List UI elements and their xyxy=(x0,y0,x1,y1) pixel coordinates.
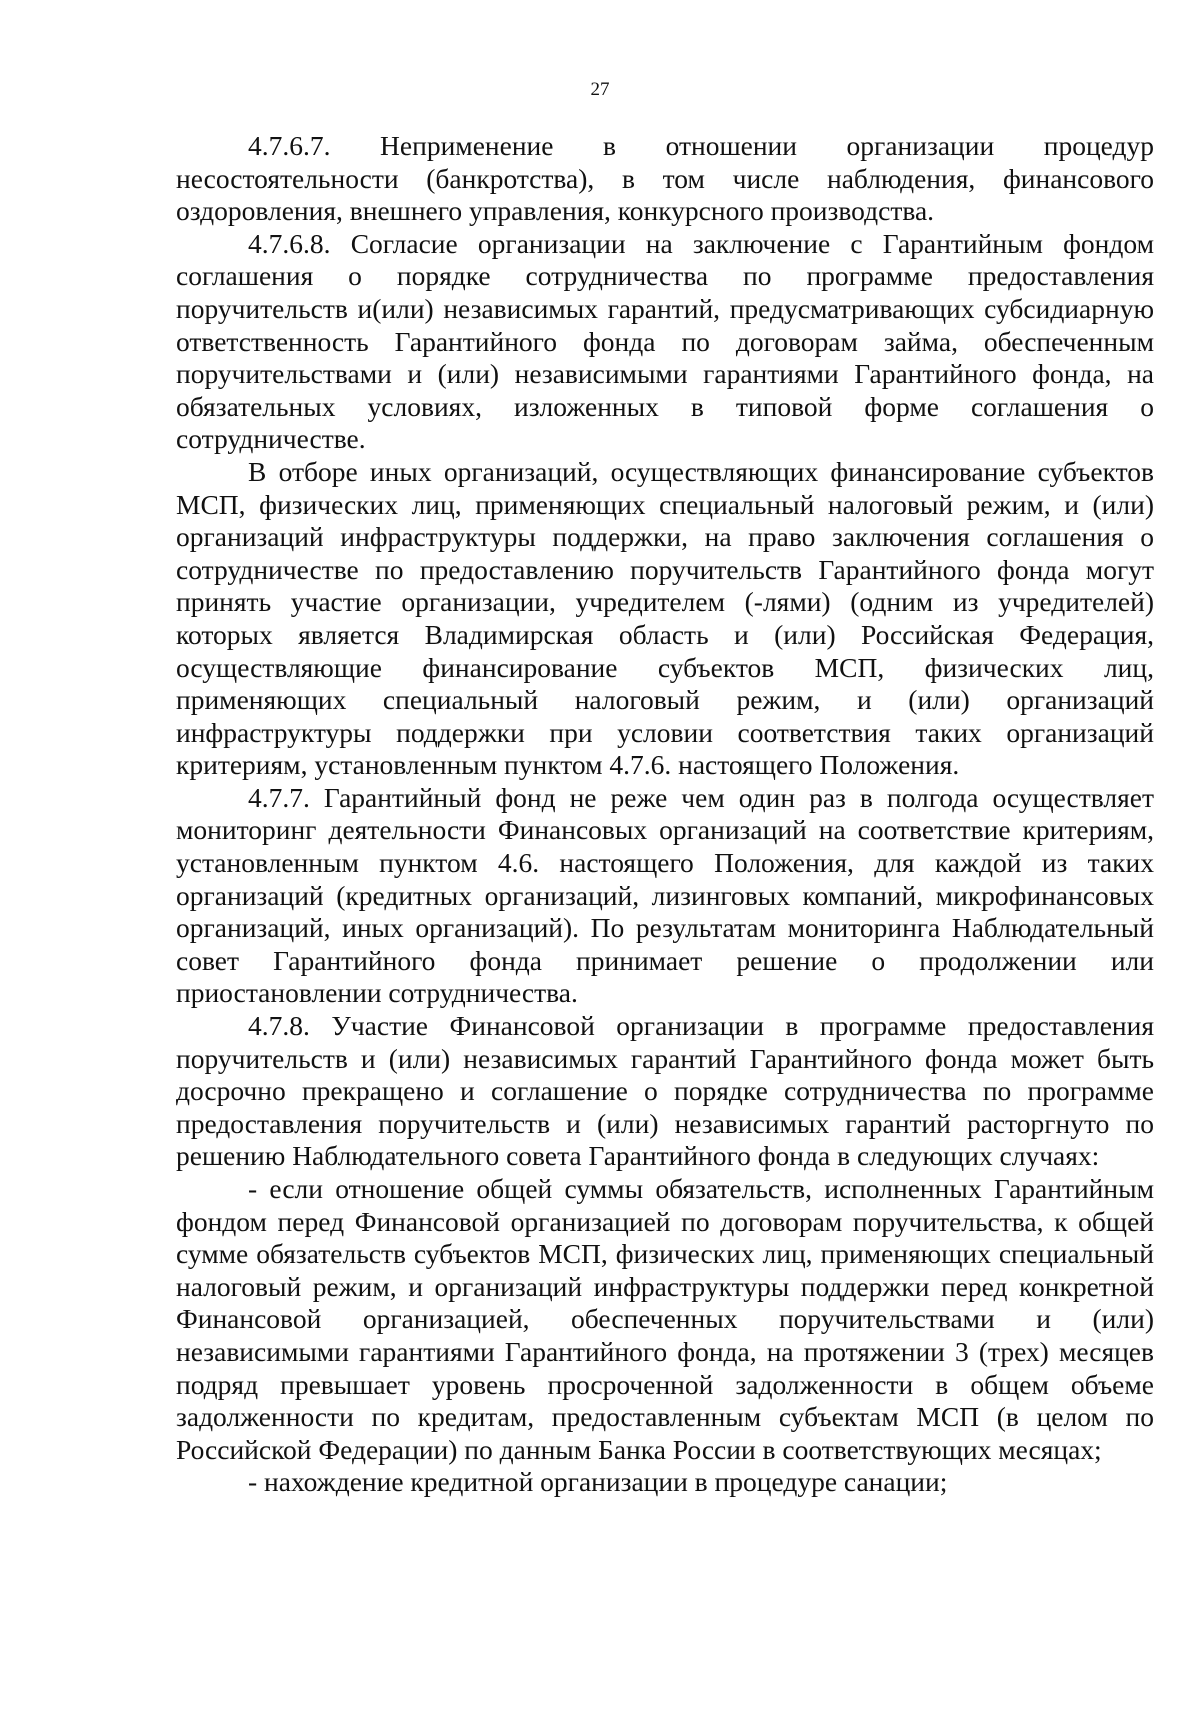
document-body xyxy=(176,130,1154,1499)
paragraph-4-7-8: 4.7.8. Участие Финансовой организации в программе предоставления поручительств и (или) независимых гарантий Гарантийного фонда может быть досрочно прекращено и соглашение о порядке сотрудничества по программе предоставления поручительств и (или) независимых гарантий расторгнуто по решению Наблюдательного совета Гарантийного фонда в следующих случаях: xyxy=(176,1010,1154,1172)
page-number: 27 xyxy=(590,79,610,100)
paragraph-4-7-6-7: 4.7.6.7. Неприменение в отношении организации процедур несостоятельности (банкротства), в том числе наблюдения, финансового оздоровления, внешнего управления, конкурсного производства. xyxy=(176,130,1154,227)
paragraph-other-organizations-selection: В отборе иных организаций, осуществляющих финансирование субъектов МСП, физических лиц, применяющих специальный налоговый режим, и (или) организаций инфраструктуры поддержки, на право заключения соглашения о сотрудничестве по предоставлению поручительств Гарантийного фонда могут принять участие организации, учредителем (-лями) (одним из учредителей) которых является Владимирская область и (или) Российская Федерация, осуществляющие финансирование субъектов МСП, физических лиц, применяющих специальный налоговый режим, и (или) организаций инфраструктуры поддержки при условии соответствия таких организаций критериям, установленным пунктом 4.7.6. настоящего Положения. xyxy=(176,455,1154,781)
list-item-ratio-condition: - если отношение общей суммы обязательств, исполненных Гарантийным фондом перед Финансовой организацией по договорам поручительства, к общей сумме обязательств субъектов МСП, физических лиц, применяющих специальный налоговый режим, и организаций инфраструктуры поддержки перед конкретной Финансовой организацией, обеспеченных поручительствами и (или) независимыми гарантиями Гарантийного фонда, на протяжении 3 (трех) месяцев подряд превышает уровень просроченной задолженности в общем объеме задолженности по кредитам, предоставленным субъектам МСП (в целом по Российской Федерации) по данным Банка России в соответствующих месяцах; xyxy=(176,1173,1154,1465)
list-item-sanation: - нахождение кредитной организации в процедуре санации; xyxy=(248,1466,948,1498)
paragraph-4-7-7: 4.7.7. Гарантийный фонд не реже чем один раз в полгода осуществляет мониторинг деятельности Финансовых организаций на соответствие критериям, установленным пунктом 4.6. настоящего Положения, для каждой из таких организаций (кредитных организаций, лизинговых компаний, микрофинансовых организаций, иных организаций). По результатам мониторинга Наблюдательный совет Гарантийного фонда принимает решение о продолжении или приостановлении сотрудничества. xyxy=(176,781,1154,1009)
paragraph-4-7-6-8: 4.7.6.8. Согласие организации на заключение с Гарантийным фондом соглашения о порядке сотрудничества по программе предоставления поручительств и(или) независимых гарантий, предусматривающих субсидиарную ответственность Гарантийного фонда по договорам займа, обеспеченным поручительствами и (или) независимыми гарантиями Гарантийного фонда, на обязательных условиях, изложенных в типовой форме соглашения о сотрудничестве. xyxy=(176,227,1154,455)
